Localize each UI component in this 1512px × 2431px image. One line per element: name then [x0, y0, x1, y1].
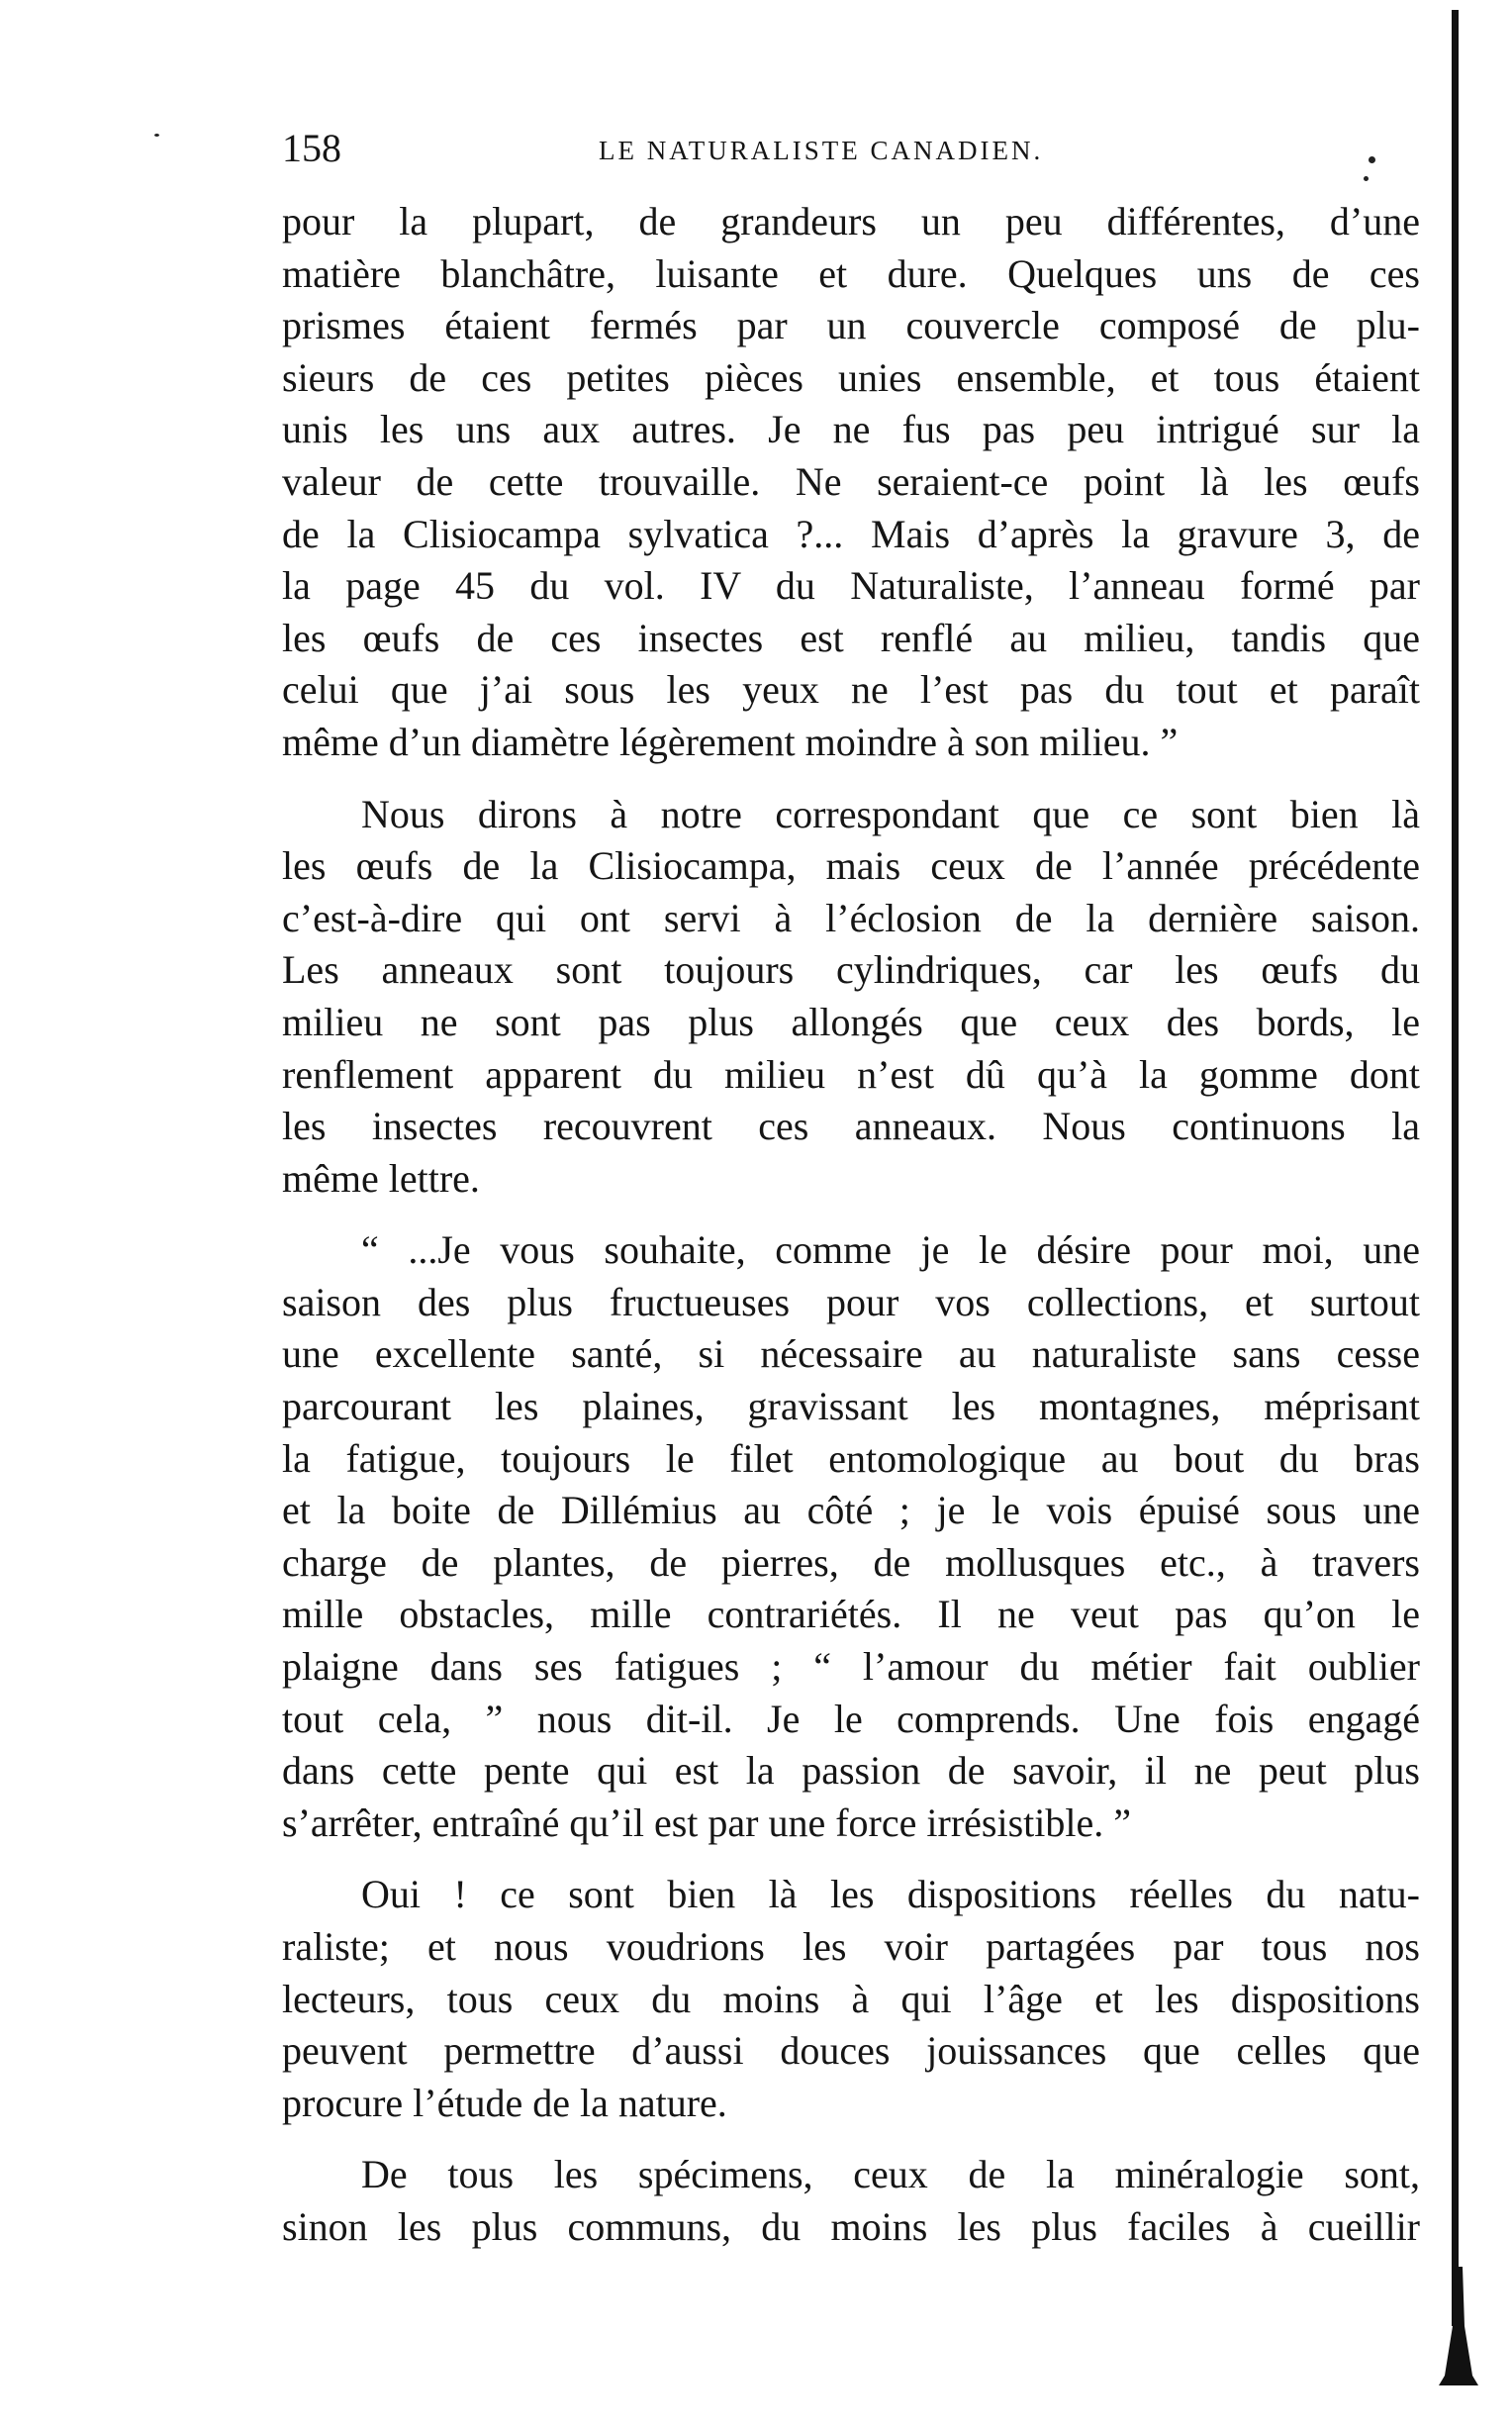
paragraph [282, 2149, 1420, 2253]
text-line: De tous les spécimens, ceux de la minéralogie sont, [361, 2152, 1420, 2197]
print-speck [1364, 176, 1369, 181]
text-line: Les anneaux sont toujours cylindriques, car les œufs du [282, 947, 1420, 993]
text-line: celui que j’ai sous les yeux ne l’est pas du tout et paraît [282, 667, 1420, 713]
text-line: et la boite de Dillémius au côté ; je le vois épuisé sous une [282, 1488, 1420, 1533]
text-line: matière blanchâtre, luisante et dure. Quelques uns de ces [282, 250, 1420, 296]
text-line: prismes étaient fermés par un couvercle composé de plu- [282, 303, 1420, 348]
text-line: pour la plupart, de grandeurs un peu différentes, d’une [282, 199, 1420, 243]
text-line: procure l’étude de la nature. [282, 2080, 727, 2125]
text-line: renflement apparent du milieu n’est dû qu’à la gomme dont [282, 1051, 1420, 1097]
text-line: la page 45 du vol. IV du Naturaliste, l’anneau formé par [282, 563, 1420, 609]
text-line: les œufs de ces insectes est renflé au milieu, tandis que [282, 615, 1420, 660]
print-speck [154, 134, 159, 137]
text-line: les insectes recouvrent ces anneaux. Nous continuons la [282, 1104, 1420, 1149]
text-line: mille obstacles, mille contrariétés. Il ne veut pas qu’on le [282, 1592, 1420, 1637]
text-line: même d’un diamètre légèrement moindre à son milieu. ” [282, 719, 1179, 764]
text-line: Nous dirons à notre correspondant que ce sont bien là [361, 791, 1420, 836]
text-line: sinon les plus communs, du moins les plus faciles à cueillir [282, 2203, 1420, 2249]
text-line: saison des plus fructueuses pour vos collections, et surtout [282, 1279, 1420, 1324]
text-line: charge de plantes, de pierres, de mollusques etc., à travers [282, 1539, 1420, 1585]
text-line: parcourant les plaines, gravissant les montagnes, méprisant [282, 1384, 1420, 1429]
text-line: une excellente santé, si nécessaire au naturaliste sans cesse [282, 1331, 1420, 1377]
page-number: 158 [282, 126, 341, 170]
text-line: dans cette pente qui est la passion de savoir, il ne peut plus [282, 1748, 1420, 1794]
text-line: valeur de cette trouvaille. Ne seraient-ce point là les œufs [282, 458, 1420, 504]
text-line: les œufs de la Clisiocampa, mais ceux de l’année précédente [282, 843, 1420, 889]
text-line: tout cela, ” nous dit-il. Je le comprends. Une fois engagé [282, 1696, 1420, 1741]
text-line: unis les uns aux autres. Je ne fus pas peu intrigué sur la [282, 407, 1420, 452]
text-line: c’est-à-dire qui ont servi à l’éclosion de la dernière saison. [282, 895, 1420, 940]
paragraph [282, 1224, 1420, 1849]
text-line: même lettre. [282, 1155, 480, 1201]
text-line: sieurs de ces petites pièces unies ensemble, et tous étaient [282, 354, 1420, 400]
body-text [282, 196, 1420, 2254]
text-line: milieu ne sont pas plus allongés que ceux des bords, le [282, 999, 1420, 1044]
paragraph [282, 789, 1420, 1206]
paragraph [282, 1869, 1420, 2129]
text-line: Oui ! ce sont bien là les dispositions réelles du natu- [361, 1872, 1420, 1917]
page-header [282, 119, 1420, 178]
text-line: s’arrêter, entraîné qu’il est par une force irrésistible. ” [282, 1799, 1131, 1845]
text-line: la fatigue, toujours le filet entomologique au bout du bras [282, 1435, 1420, 1481]
print-speck [1369, 156, 1375, 163]
text-line: peuvent permettre d’aussi douces jouissances que celles que [282, 2028, 1420, 2074]
page-edge-ornament [1439, 2267, 1478, 2385]
running-title: LE NATURALISTE CANADIEN. [599, 136, 1044, 165]
text-line: raliste; et nous voudrions les voir partagées par tous nos [282, 1924, 1420, 1969]
text-line: de la Clisiocampa sylvatica ?... Mais d’après la gravure 3, de [282, 511, 1420, 556]
text-line: plaigne dans ses fatigues ; “ l’amour du métier fait oublier [282, 1644, 1420, 1690]
text-line: “ ...Je vous souhaite, comme je le désire pour moi, une [361, 1227, 1420, 1273]
paragraph [282, 196, 1420, 769]
text-line: lecteurs, tous ceux du moins à qui l’âge et les dispositions [282, 1976, 1420, 2021]
page-edge-rule [1452, 10, 1459, 2326]
